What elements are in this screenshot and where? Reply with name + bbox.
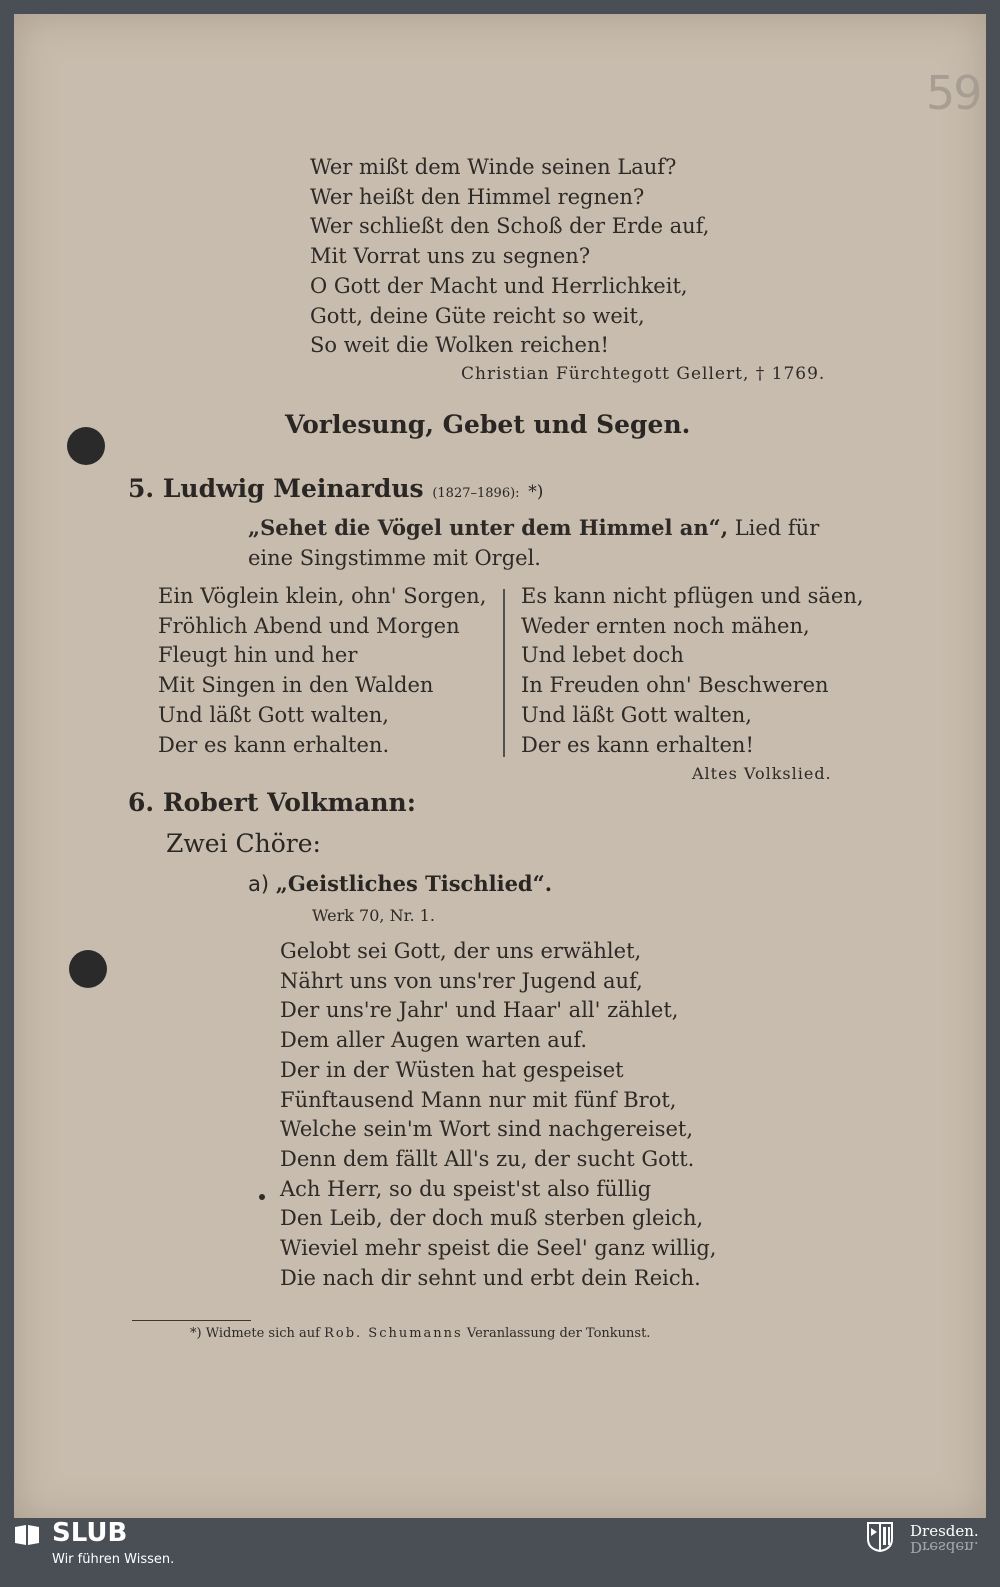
verse-line: Wer mißt dem Winde seinen Lauf? — [310, 155, 677, 179]
verse-line: Nährt uns von uns'rer Jugend auf, — [280, 968, 643, 993]
verse-line: So weit die Wolken reichen! — [310, 333, 609, 358]
verse-line: Der es kann erhalten. — [158, 732, 390, 757]
item-5-heading — [128, 474, 543, 503]
verse-line: Fleugt hin und her — [158, 643, 358, 668]
verse-line: Mit Singen in den Walden — [158, 673, 434, 698]
punch-hole — [69, 950, 107, 988]
sub-item-label: a) — [248, 872, 270, 896]
slub-tagline: Wir führen Wissen. — [52, 1552, 175, 1567]
section-heading: Vorlesung, Gebet und Segen. — [285, 410, 691, 439]
verse-line: Die nach dir sehnt und erbt dein Reich. — [280, 1265, 701, 1290]
composer-name: Ludwig Meinardus — [162, 474, 424, 503]
dresden-logo-reflection: Dresden. — [910, 1538, 979, 1556]
composer-name: Robert Volkmann: — [162, 788, 416, 817]
verse-line: Wieviel mehr speist die Seel' ganz willig, — [280, 1236, 717, 1261]
verse-line: Es kann nicht pflügen und säen, — [521, 584, 864, 608]
verse-line: Gelobt sei Gott, der uns erwählet, — [280, 939, 642, 963]
verse-line: Der in der Wüsten hat gespeiset — [280, 1057, 624, 1082]
opus-number: Werk 70, Nr. 1. — [312, 906, 435, 925]
gellert-attribution: Christian Fürchtegott Gellert, † 1769. — [461, 364, 826, 384]
item-6-heading — [128, 788, 416, 817]
footnote — [190, 1326, 650, 1341]
verse-line: Fröhlich Abend und Morgen — [158, 613, 460, 638]
sub-item-a — [248, 871, 552, 896]
song-description — [248, 513, 848, 573]
city-crest-icon — [867, 1522, 893, 1552]
footnote-mark: *) — [190, 1326, 202, 1341]
footnote-name: Rob. Schumanns — [324, 1326, 463, 1341]
item-number: 5. — [128, 474, 155, 503]
item-number: 6. — [128, 788, 155, 817]
verse-line: Welche sein'm Wort sind nachgereiset, — [280, 1117, 694, 1142]
song-description-b: eine Singstimme mit Orgel. — [248, 546, 541, 570]
lyrics-left-column — [158, 582, 486, 760]
verse-line: Und läßt Gott walten, — [158, 702, 389, 727]
volkslied-attribution: Altes Volkslied. — [692, 764, 832, 783]
viewer-footer — [0, 1518, 1000, 1587]
verse-line: Gott, deine Güte reicht so weit, — [310, 303, 645, 328]
column-divider — [503, 589, 505, 757]
slub-logo[interactable]: SLUB — [52, 1518, 128, 1548]
lyrics-right-column — [521, 582, 864, 760]
song-title: „Sehet die Vögel unter dem Himmel an“, — [248, 515, 729, 540]
verse-line: Der uns're Jahr' und Haar' all' zählet, — [280, 998, 679, 1023]
composer-dates: (1827–1896): — [432, 486, 520, 501]
verse-line: Fünftausend Mann nur mit fünf Brot, — [280, 1087, 677, 1112]
punch-hole — [67, 427, 105, 465]
verse-line: Ein Vöglein klein, ohn' Sorgen, — [158, 584, 487, 608]
tischlied-lyrics — [280, 937, 716, 1293]
verse-line: Ach Herr, so du speist'st also füllig — [280, 1176, 652, 1201]
choirs-subheading: Zwei Chöre: — [166, 829, 321, 858]
verse-line: Denn dem fällt All's zu, der sucht Gott. — [280, 1146, 695, 1171]
footnote-text-b: Veranlassung der Tonkunst. — [466, 1326, 651, 1341]
verse-line: Weder ernten noch mähen, — [521, 613, 810, 638]
verse-line: O Gott der Macht und Herrlichkeit, — [310, 273, 688, 298]
verse-line: Der es kann erhalten! — [521, 732, 754, 757]
sub-item-title: „Geistliches Tischlied“. — [275, 871, 553, 896]
verse-line: Und läßt Gott walten, — [521, 702, 752, 727]
book-icon — [14, 1524, 40, 1546]
verse-line: Den Leib, der doch muß sterben gleich, — [280, 1206, 704, 1231]
verse-line: Und lebet doch — [521, 643, 684, 668]
song-description-a: Lied für — [734, 516, 820, 540]
verse-line: Wer heißt den Himmel regnen? — [310, 184, 645, 209]
pencil-mark — [259, 1194, 265, 1200]
footnote-rule — [132, 1320, 251, 1321]
dresden-logo[interactable]: Dresden. — [910, 1522, 979, 1540]
verse-line: Dem aller Augen warten auf. — [280, 1028, 588, 1053]
page-number: 59 — [926, 66, 981, 120]
gellert-stanza — [310, 153, 709, 361]
verse-line: Wer schließt den Schoß der Erde auf, — [310, 214, 710, 239]
verse-line: Mit Vorrat uns zu segnen? — [310, 244, 591, 269]
footnote-mark: *) — [528, 482, 544, 502]
verse-line: In Freuden ohn' Beschweren — [521, 673, 829, 698]
footnote-text-a: Widmete sich auf — [205, 1326, 320, 1341]
